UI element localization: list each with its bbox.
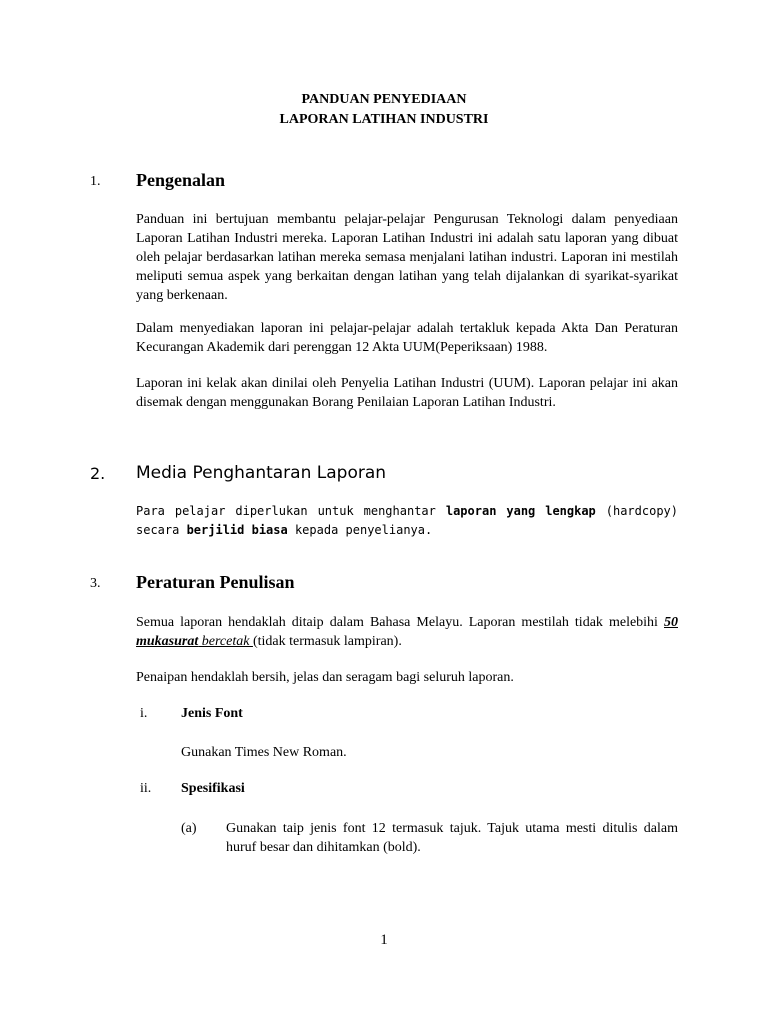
item1-text: Gunakan Times New Roman. (181, 745, 347, 760)
section2-bold-complete-report: laporan yang lengkap (445, 504, 596, 518)
section3-text-2: (tidak termasuk lampiran). (252, 634, 402, 649)
section2-text-1: Para pelajar diperlukan untuk menghantar (136, 504, 446, 518)
section2-number: 2. (90, 464, 106, 483)
item2-numeral: ii. (140, 781, 152, 796)
section2-text-3: kepada penyelianya. (287, 523, 433, 537)
section3-italic-printed: bercetak (198, 634, 253, 649)
page-number: 1 (380, 932, 388, 948)
section2-heading: Media Penghantaran Laporan (136, 463, 387, 483)
section1-paragraph2: Dalam menyediakan laporan ini pelajar-pelajar adalah tertakluk kepada Akta Dan Peraturan Kecurangan Akademik dari perenggan 12 Akta UUM(Peperiksaan) 1988. (136, 321, 678, 355)
section2-bold-bound: berjilid biasa (186, 523, 288, 537)
item2-sub-text: Gunakan taip jenis font 12 termasuk tajuk. Tajuk utama mesti ditulis dalam huruf besar dan dihitamkan (bold). (226, 821, 678, 855)
item1-heading: Jenis Font (181, 706, 243, 721)
section3-heading: Peraturan Penulisan (136, 572, 295, 592)
section3-number: 3. (90, 576, 101, 591)
item2-heading: Spesifikasi (181, 781, 245, 796)
item1-numeral: i. (140, 706, 148, 721)
section3-paragraph1 (136, 613, 678, 651)
section3-paragraph2: Penaipan hendaklah bersih, jelas dan seragam bagi seluruh laporan. (136, 670, 514, 685)
section3-bold-page-limit: 50 mukasurat (136, 615, 678, 649)
document-title-line1: PANDUAN PENYEDIAAN (301, 92, 467, 107)
document-title-line2: LAPORAN LATIHAN INDUSTRI (279, 112, 489, 127)
section2-text-2: (hardcopy) secara (136, 504, 678, 537)
section2-paragraph (136, 502, 678, 540)
section1-number: 1. (90, 174, 101, 189)
section1-heading: Pengenalan (136, 170, 226, 190)
item2-sub-label: (a) (181, 821, 197, 836)
section1-paragraph3: Laporan ini kelak akan dinilai oleh Penyelia Latihan Industri (UUM). Laporan pelajar ini akan disemak dengan menggunakan Borang Penilaian Laporan Latihan Industri. (136, 376, 678, 410)
section1-paragraph1: Panduan ini bertujuan membantu pelajar-pelajar Pengurusan Teknologi dalam penyediaan Laporan Latihan Industri mereka. Laporan Latihan Industri ini adalah satu laporan yang dibuat oleh pelajar berdasarkan latihan mereka semasa menjalani latihan industri. Laporan ini mestilah meliputi semua aspek yang berkaitan dengan latihan yang telah dijalankan di syarikat-syarikat yang berkenaan. (136, 212, 678, 303)
section3-text-1: Semua laporan hendaklah ditaip dalam Bahasa Melayu. Laporan mestilah tidak melebihi (136, 615, 664, 630)
